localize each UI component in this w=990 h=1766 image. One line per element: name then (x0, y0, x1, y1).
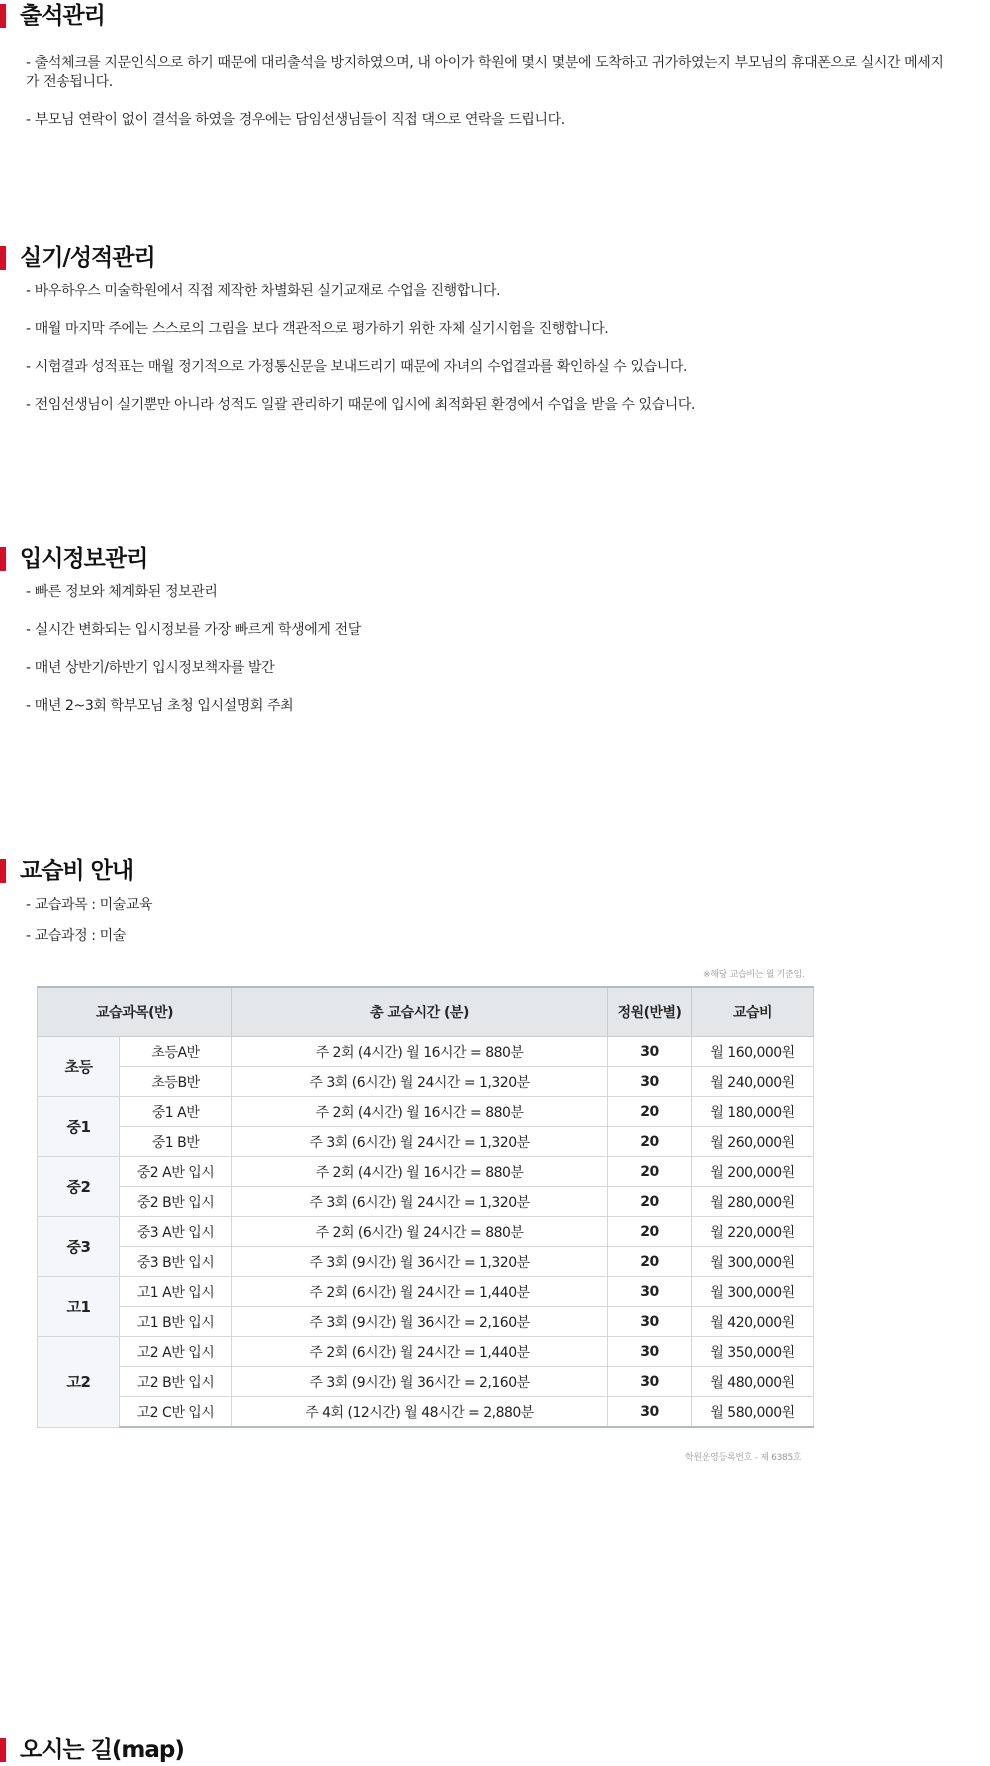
group-cell: 중1 (38, 1097, 120, 1157)
attendance-title: 출석관리 (0, 0, 990, 32)
hours-cell: 주 3회 (6시간) 월 24시간 = 1,320분 (232, 1127, 608, 1157)
capacity-cell: 20 (608, 1247, 692, 1277)
table-row (38, 1127, 814, 1157)
tuition-table-body (38, 1037, 814, 1428)
capacity-cell: 30 (608, 1307, 692, 1337)
hours-cell: 주 2회 (6시간) 월 24시간 = 880분 (232, 1217, 608, 1247)
header-hours: 총 교습시간 (분) (232, 987, 608, 1037)
list-item: - 매월 마지막 주에는 스스로의 그림을 보다 객관적으로 평가하기 위한 자체 실기시험을 진행합니다. (26, 321, 609, 337)
class-cell: 중3 A반 입시 (120, 1217, 232, 1247)
admissions-list (0, 583, 990, 716)
tuition-note-monthly: ※해당 교습비는 월 기준임. (703, 970, 805, 980)
class-cell: 고1 A반 입시 (120, 1277, 232, 1307)
tuition-table (37, 986, 814, 1428)
tuition-list (0, 896, 990, 946)
list-item: - 전임선생님이 실기뿐만 아니라 성적도 일괄 관리하기 때문에 입시에 최적화된 환경에서 수업을 받을 수 있습니다. (26, 397, 696, 413)
table-header-row (38, 987, 814, 1037)
fee-cell: 월 480,000원 (692, 1367, 814, 1397)
list-item: - 바우하우스 미술학원에서 직접 제작한 차별화된 실기교재로 수업을 진행합니다. (26, 283, 501, 299)
list-item: - 실시간 변화되는 입시정보를 가장 빠르게 학생에게 전달 (26, 622, 361, 638)
capacity-cell: 30 (608, 1337, 692, 1367)
class-cell: 고2 C반 입시 (120, 1397, 232, 1428)
attendance-list (0, 54, 990, 130)
capacity-cell: 20 (608, 1097, 692, 1127)
group-cell: 중3 (38, 1217, 120, 1277)
table-row (38, 1247, 814, 1277)
fee-cell: 월 300,000원 (692, 1247, 814, 1277)
hours-cell: 주 4회 (12시간) 월 48시간 = 2,880분 (232, 1397, 608, 1428)
capacity-cell: 30 (608, 1277, 692, 1307)
capacity-cell: 30 (608, 1367, 692, 1397)
table-row (38, 1307, 814, 1337)
list-item: - 출석체크를 지문인식으로 하기 때문에 대리출석을 방지하였으며, 내 아이가 학원에 몇시 몇분에 도착하고 귀가하였는지 부모님의 휴대폰으로 실시간 메세지가 전송됩니다. (26, 55, 944, 90)
fee-cell: 월 180,000원 (692, 1097, 814, 1127)
capacity-cell: 30 (608, 1067, 692, 1097)
fee-cell: 월 300,000원 (692, 1277, 814, 1307)
fee-cell: 월 280,000원 (692, 1187, 814, 1217)
admissions-title: 입시정보관리 (0, 543, 990, 575)
header-subject: 교습과목(반) (38, 987, 232, 1037)
hours-cell: 주 3회 (9시간) 월 36시간 = 2,160분 (232, 1367, 608, 1397)
hours-cell: 주 2회 (6시간) 월 24시간 = 1,440분 (232, 1337, 608, 1367)
class-cell: 초등A반 (120, 1037, 232, 1067)
list-item: - 교습과정 : 미술 (26, 928, 126, 944)
class-cell: 중1 A반 (120, 1097, 232, 1127)
class-cell: 고1 B반 입시 (120, 1307, 232, 1337)
table-row (38, 1367, 814, 1397)
capacity-cell: 30 (608, 1397, 692, 1428)
list-item: - 빠른 정보와 체계화된 정보관리 (26, 584, 218, 600)
group-cell: 고2 (38, 1337, 120, 1428)
table-row (38, 1277, 814, 1307)
hours-cell: 주 2회 (4시간) 월 16시간 = 880분 (232, 1097, 608, 1127)
fee-cell: 월 200,000원 (692, 1157, 814, 1187)
class-cell: 고2 A반 입시 (120, 1337, 232, 1367)
map-title: 오시는 길(map) (0, 1734, 990, 1766)
list-item: - 부모님 연락이 없이 결석을 하였을 경우에는 담임선생님들이 직접 댁으로 연락을 드립니다. (26, 112, 565, 128)
hours-cell: 주 3회 (9시간) 월 36시간 = 1,320분 (232, 1247, 608, 1277)
grades-list (0, 282, 990, 415)
table-row (38, 1067, 814, 1097)
table-row (38, 1397, 814, 1428)
fee-cell: 월 220,000원 (692, 1217, 814, 1247)
table-row (38, 1097, 814, 1127)
group-cell: 초등 (38, 1037, 120, 1097)
header-fee: 교습비 (692, 987, 814, 1037)
group-cell: 고1 (38, 1277, 120, 1337)
map-section (0, 1734, 990, 1766)
hours-cell: 주 3회 (9시간) 월 36시간 = 2,160분 (232, 1307, 608, 1337)
list-item: - 매년 2~3회 학부모님 초청 입시설명회 주최 (26, 698, 294, 714)
class-cell: 중2 B반 입시 (120, 1187, 232, 1217)
fee-cell: 월 420,000원 (692, 1307, 814, 1337)
fee-cell: 월 350,000원 (692, 1337, 814, 1367)
fee-cell: 월 260,000원 (692, 1127, 814, 1157)
list-item: - 시험결과 성적표는 매월 정기적으로 가정통신문을 보내드리기 때문에 자녀의 수업결과를 확인하실 수 있습니다. (26, 359, 688, 375)
class-cell: 초등B반 (120, 1067, 232, 1097)
tuition-section (0, 855, 990, 946)
table-row (38, 1187, 814, 1217)
class-cell: 중1 B반 (120, 1127, 232, 1157)
class-cell: 중3 B반 입시 (120, 1247, 232, 1277)
class-cell: 중2 A반 입시 (120, 1157, 232, 1187)
hours-cell: 주 2회 (4시간) 월 16시간 = 880분 (232, 1157, 608, 1187)
fee-cell: 월 580,000원 (692, 1397, 814, 1428)
capacity-cell: 20 (608, 1217, 692, 1247)
fee-cell: 월 240,000원 (692, 1067, 814, 1097)
capacity-cell: 20 (608, 1187, 692, 1217)
attendance-section (0, 0, 990, 130)
capacity-cell: 30 (608, 1037, 692, 1067)
capacity-cell: 20 (608, 1157, 692, 1187)
list-item: - 교습과목 : 미술교육 (26, 897, 153, 913)
hours-cell: 주 2회 (6시간) 월 24시간 = 1,440분 (232, 1277, 608, 1307)
hours-cell: 주 2회 (4시간) 월 16시간 = 880분 (232, 1037, 608, 1067)
grades-title: 실기/성적관리 (0, 242, 990, 274)
list-item: - 매년 상반기/하반기 입시정보책자를 발간 (26, 660, 275, 676)
fee-cell: 월 160,000원 (692, 1037, 814, 1067)
grades-section (0, 242, 990, 415)
admissions-section (0, 543, 990, 716)
hours-cell: 주 3회 (6시간) 월 24시간 = 1,320분 (232, 1187, 608, 1217)
table-row (38, 1037, 814, 1067)
registration-number: 학원운영등록번호 - 제 6385호 (685, 1453, 802, 1463)
table-row (38, 1337, 814, 1367)
capacity-cell: 20 (608, 1127, 692, 1157)
table-row (38, 1157, 814, 1187)
tuition-title: 교습비 안내 (0, 855, 990, 887)
table-row (38, 1217, 814, 1247)
class-cell: 고2 B반 입시 (120, 1367, 232, 1397)
group-cell: 중2 (38, 1157, 120, 1217)
header-capacity: 정원(반별) (608, 987, 692, 1037)
hours-cell: 주 3회 (6시간) 월 24시간 = 1,320분 (232, 1067, 608, 1097)
